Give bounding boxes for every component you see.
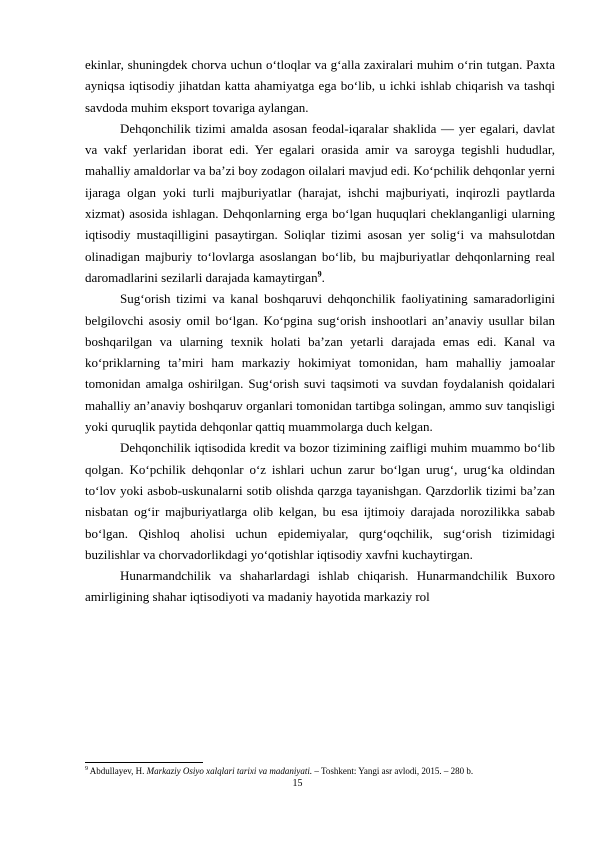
footnote-separator <box>85 762 203 763</box>
paragraph-2-tail: . <box>321 269 325 285</box>
footnote-mark: 9 <box>85 766 88 772</box>
footnote-title: Markaziy Osiyo xalqlari tarixi va madaniyati. <box>146 766 313 776</box>
paragraph-3: Sug‘orish tizimi va kanal boshqaruvi dehqonchilik faoliyatining samaradorligini belgilovchi asosiy omil bo‘lgan. Ko‘pgina sug‘orish inshootlari an’anaviy usullar bilan boshqarilgan va ularning texnik holati ba’zan yetarli darajada emas edi. Kanal va ko‘priklarning ta’miri ham markaziy hokimiyat tomonidan, ham mahalliy jamoalar tomonidan amalga oshirilgan. Sug‘orish suvi taqsimoti va suvdan foydalanish qoidalari mahalliy an’anaviy boshqaruv organlari tomonidan tartibga solingan, ammo suv tanqisligi yoki quruqlik paytida dehqonlar qattiq muammolarga duch kelgan. <box>85 291 555 435</box>
paragraph-2-text: Dehqonchilik tizimi amalda asosan feodal-iqaralar shaklida — yer egalari, davlat va vakf yerlaridan iborat edi. Yer egalari orasida amir va saroyga tegishli hududlar, mahalliy amaldorlar va ba’zi boy zodagon oilalari mavjud edi. Ko‘pchilik dehqonlar yerni ijaraga olgan yoki turli majburiyatlar (harajat, ishchi majburiyati, inqirozli paytlarda xizmat) asosida ishlagan. Dehqonlarning erga bo‘lgan huquqlari cheklanganligi ularning iqtisodiy mustaqilligini pasaytirgan. Soliqlar tizimi asosan yer solig‘i va mahsulotdan olinadigan majburiy to‘lovlarga asoslangan bo‘lib, bu majburiyatlar dehqonlarning real daromadlarini sezilarli darajada kamaytirgan <box>85 120 555 285</box>
footnote-reference[interactable]: 9 <box>317 269 322 279</box>
paragraph-5: Hunarmandchilik va shaharlardagi ishlab chiqarish. Hunarmandchilik Buxoro amirligining shahar iqtisodiyoti va madaniy hayotida markaziy rol <box>85 568 555 605</box>
paragraph-2 <box>85 118 555 288</box>
footnote-author: Abdullayev, H. <box>89 766 145 776</box>
paragraph-1: ekinlar, shuningdek chorva uchun o‘tloqlar va g‘alla zaxiralari muhim o‘rin tutgan. Paxta ayniqsa iqtisodiy jihatdan katta ahamiyatga ega bo‘lib, u ichki ishlab chiqarish va tashqi savdoda muhim eksport tovariga aylangan. <box>85 57 555 115</box>
footnote-publication: – Toshkent: Yangi asr avlodi, 2015. – 280 b. <box>314 766 474 776</box>
page-body <box>85 54 555 608</box>
footnote <box>85 765 555 777</box>
paragraph-4: Dehqonchilik iqtisodida kredit va bozor tizimining zaifligi muhim muammo bo‘lib qolgan. Ko‘pchilik dehqonlar o‘z ishlari uchun zarur bo‘lgan urug‘, urug‘ka oldindan to‘lov yoki asbob-uskunalarni sotib olishda qarzga tayanishgan. Qarzdorlik tizimi ba’zan nisbatan og‘ir majburiyatlarga olib kelgan, bu esa ijtimoiy darajada norozilikka sabab bo‘lgan. Qishloq aholisi uchun epidemiyalar, qurg‘oqchilik, sug‘orish tizimidagi buzilishlar va chorvadorlikdagi yo‘qotishlar iqtisodiy xavfni kuchaytirgan. <box>85 440 555 562</box>
page-number: 15 <box>292 778 303 789</box>
